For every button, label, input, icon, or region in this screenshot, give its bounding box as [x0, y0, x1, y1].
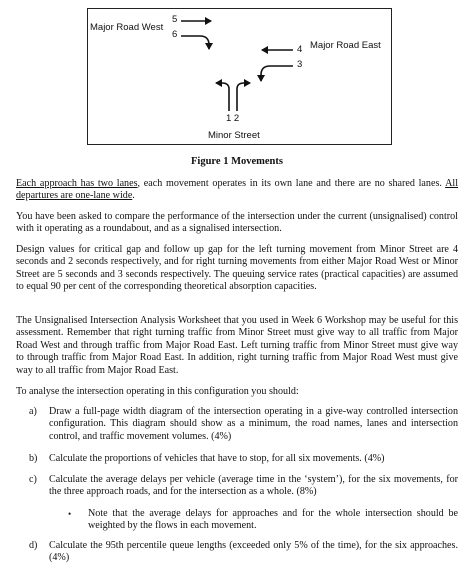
- list-marker: a): [29, 406, 37, 417]
- paragraph-worksheet: The Unsignalised Intersection Analysis Worksheet that you used in Week 6 Workshop may be useful for this assessment. Remember that right turning traffic from Minor Street must give way to all traffic from Major Road West and through traffic from Major Road East. Left turning traffic from Minor Street must give way to through traffic from Major Road East. In addition, right turning traffic from Major Road West must give way to all traffic from Major Road East.: [16, 315, 458, 376]
- list-item-text: Calculate the proportions of vehicles that have to stop, for all six movements. (4%): [49, 453, 385, 464]
- approach-lanes-end: .: [132, 190, 135, 202]
- list-marker: d): [29, 540, 38, 551]
- movement-3-arrow: [261, 66, 293, 81]
- minor-street-label: Minor Street: [208, 130, 260, 141]
- movement-2-arrow: [237, 83, 250, 111]
- list-marker: b): [29, 453, 38, 464]
- major-road-west-label: Major Road West: [90, 22, 164, 33]
- list-item-text: Draw a full-page width diagram of the intersection operating in a give-way controlled intersection configuration. This diagram should show as a minimum, the road names, lanes and intersection control, and traffic movement volumes. (4%): [49, 406, 458, 442]
- list-marker: c): [29, 474, 37, 485]
- paragraph-instructions: To analyse the intersection operating in this configuration you should:: [16, 386, 299, 397]
- departures-underlined: All departures are one-lane wide: [16, 178, 458, 202]
- major-road-east-label: Major Road East: [310, 40, 381, 51]
- figure-caption: Figure 1 Movements: [191, 156, 283, 167]
- movement-1-arrow: [216, 83, 229, 111]
- approach-lanes-text: , each movement operates in its own lane and there are no shared lanes.: [137, 178, 446, 189]
- paragraph-comparison: You have been asked to compare the performance of the intersection under the current (unsignalised) control with it operating as a roundabout, and as a signalised intersection.: [16, 211, 458, 235]
- bullet-dot: •: [68, 509, 72, 519]
- list-item-text: Calculate the average delays per vehicle (average time in the ‘system’), for the six movements, for the three approach roads, and for the intersection as a whole. (8%): [49, 474, 458, 498]
- movement-5-label: 5: [172, 14, 178, 25]
- movement-6-arrow: [181, 36, 209, 49]
- paragraph-approach-lanes: [16, 178, 458, 203]
- movement-6-label: 6: [172, 29, 178, 40]
- bullet-text: Note that the average delays for approaches and for the whole intersection should be weighted by the flows in each movement.: [88, 508, 458, 532]
- movement-1-2-label: 1 2: [226, 113, 240, 124]
- movement-3-label: 3: [297, 59, 303, 70]
- approach-lanes-underlined: Each approach has two lanes: [16, 178, 138, 189]
- paragraph-design-values: Design values for critical gap and follow up gap for the left turning movement from Minor Street are 4 seconds and 2 seconds respectively, and for right turning movements from either Major Road West or Minor Street are 5 seconds and 3 seconds respectively. The queuing service rates (practical capacities) are assumed to equal 90 per cent of the corresponding theoretical absorption capacities.: [16, 244, 458, 293]
- movements-diagram: [87, 8, 392, 145]
- movement-4-label: 4: [297, 44, 303, 55]
- list-item-text: Calculate the 95th percentile queue lengths (exceeded only 5% of the time), for the six approaches. (4%): [49, 540, 458, 564]
